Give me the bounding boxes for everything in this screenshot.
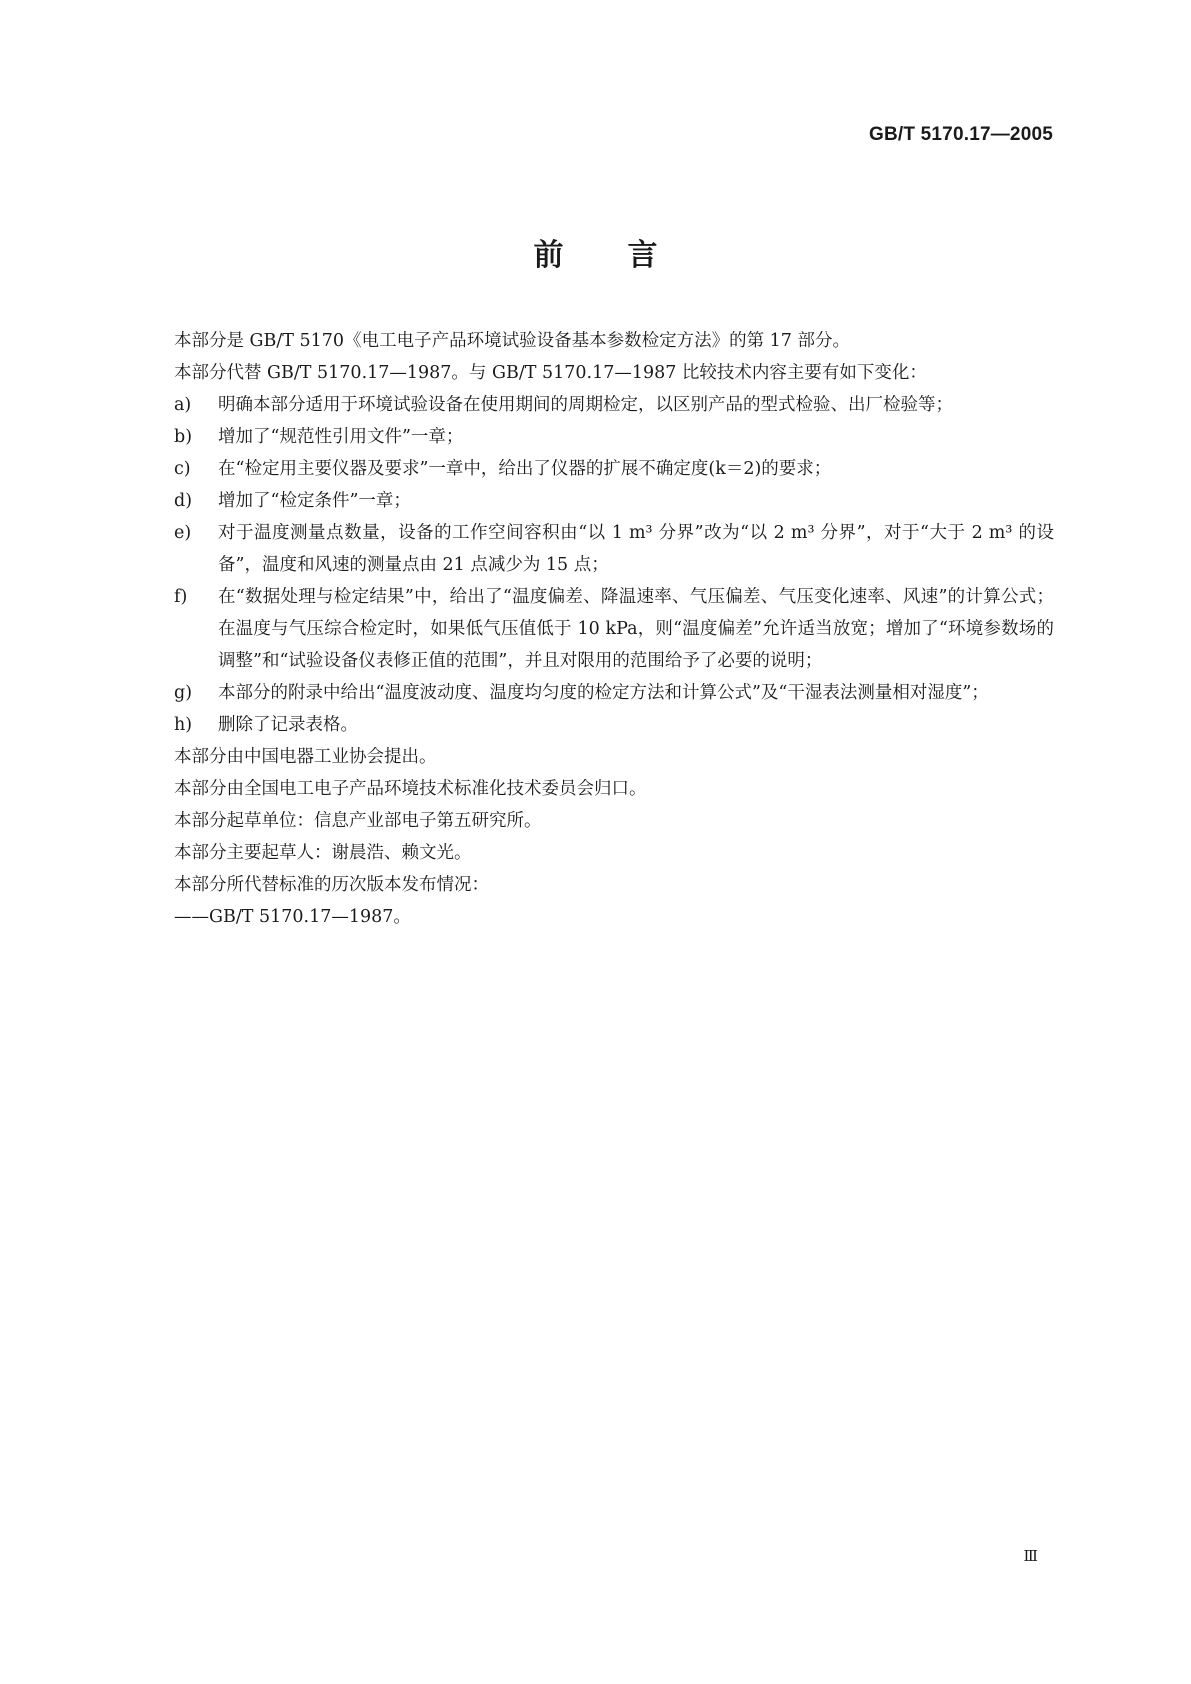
standard-code: GB/T 5170.17—2005 bbox=[868, 124, 1053, 145]
paragraph-history-intro: 本部分所代替标准的历次版本发布情况： bbox=[174, 875, 489, 895]
list-text: 增加了“检定条件”一章； bbox=[218, 491, 411, 511]
list-text: 增加了“规范性引用文件”一章； bbox=[218, 427, 464, 447]
list-text: 在“数据处理与检定结果”中，给出了“温度偏差、降温速率、气压偏差、气压变化速率、风速”的计算公式；在温度与气压综合检定时，如果低气压值低于 10 kPa，则“温度偏差”允许适当放宽；增加了“环境参数场的调整”和“试验设备仪表修正值的范围”，并且对限用的范围给予了必要的说明； bbox=[218, 587, 1054, 671]
list-text: 本部分的附录中给出“温度波动度、温度均匀度的检定方法和计算公式”及“干湿表法测量相对湿度”； bbox=[218, 683, 989, 703]
list-marker: g) bbox=[174, 683, 193, 703]
list-marker: e) bbox=[174, 523, 192, 543]
title-char-1: 前 bbox=[533, 238, 564, 273]
paragraph-scope: 本部分是 GB/T 5170《电工电子产品环境试验设备基本参数检定方法》的第 17 部分。 bbox=[174, 331, 850, 351]
list-marker: a) bbox=[174, 395, 192, 415]
list-item bbox=[174, 581, 1054, 677]
list-item bbox=[174, 389, 1054, 421]
list-text: 明确本部分适用于环境试验设备在使用期间的周期检定，以区别产品的型式检验、出厂检验等； bbox=[218, 395, 953, 415]
list-text: 在“检定用主要仪器及要求”一章中，给出了仪器的扩展不确定度(k＝2)的要求； bbox=[218, 459, 832, 479]
title-char-2: 言 bbox=[627, 238, 658, 273]
list-marker: b) bbox=[174, 427, 193, 447]
paragraph-centralized: 本部分由全国电工电子产品环境技术标准化技术委员会归口。 bbox=[174, 779, 647, 799]
paragraph-history-item: ——GB/T 5170.17—1987。 bbox=[174, 907, 411, 927]
list-marker: h) bbox=[174, 715, 193, 735]
foreword-body bbox=[174, 325, 1054, 933]
list-marker: d) bbox=[174, 491, 193, 511]
list-text: 对于温度测量点数量，设备的工作空间容积由“以 1 m³ 分界”改为“以 2 m³ 分界”，对于“大于 2 m³ 的设备”，温度和风速的测量点由 21 点减少为 15 点； bbox=[218, 523, 1054, 575]
list-item bbox=[174, 453, 1054, 485]
list-marker: f) bbox=[174, 587, 188, 607]
list-marker: c) bbox=[174, 459, 191, 479]
page-title bbox=[0, 230, 1191, 274]
paragraph-drafting-unit: 本部分起草单位：信息产业部电子第五研究所。 bbox=[174, 811, 542, 831]
list-item bbox=[174, 485, 1054, 517]
list-item bbox=[174, 709, 1054, 741]
list-item bbox=[174, 677, 1054, 709]
page-number: Ⅲ bbox=[1023, 1547, 1039, 1565]
paragraph-proposer: 本部分由中国电器工业协会提出。 bbox=[174, 747, 437, 767]
paragraph-drafters: 本部分主要起草人：谢晨浩、赖文光。 bbox=[174, 843, 472, 863]
list-item bbox=[174, 517, 1054, 581]
list-item bbox=[174, 421, 1054, 453]
list-text: 删除了记录表格。 bbox=[218, 715, 358, 735]
paragraph-replacement: 本部分代替 GB/T 5170.17—1987。与 GB/T 5170.17—1987 比较技术内容主要有如下变化： bbox=[174, 363, 927, 383]
